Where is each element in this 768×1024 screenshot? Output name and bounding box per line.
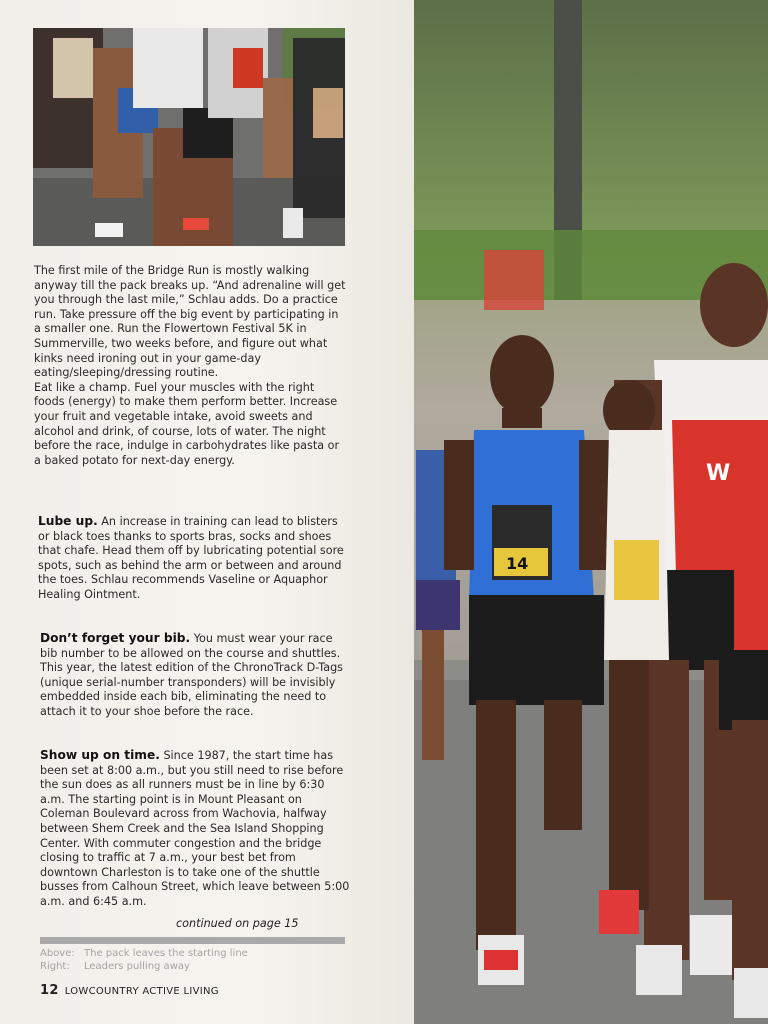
lube-section: [38, 514, 350, 603]
intro-paragraph: The first mile of the Bridge Run is mostly walking anyway till the pack breaks up. “And adrenaline will get you through the last mile,” Schlau adds. Do a practice run. Take pressure off the big event by participating in a smaller one. Run the Flowertown Festival 5K in Summerville, two weeks before, and figure out what kinks need ironing out in your game-day eating/sleeping/dressing routine.: [34, 264, 346, 380]
bib-text: You must wear your race bib number to be allowed on the course and shuttles. This year, the latest edition of the ChronoTrack D-Tags (unique serial-number transponders) will be invisibly embedded inside each bib, eliminating the need to attach it to your shoe before the race.: [40, 632, 343, 718]
time-section: [40, 748, 352, 910]
bib-number: 14: [506, 554, 529, 573]
lube-text: An increase in training can lead to blisters or black toes thanks to sports bras, socks and shoes that chafe. Head them off by lubricating potential sore spots, such as behind the arm or between and around the toes. Schlau recommends Vaseline or Aquaphor Healing Ointment.: [38, 515, 344, 601]
time-text: Since 1987, the start time has been set at 8:00 a.m., but you still need to rise before the sun does as all runners must be in line by 6:30 a.m. The starting point is in Mount Pleasant on Coleman Boulevard across from Wachovia, halfway between Shem Creek and the Sea Island Shopping Center. With commuter congestion and the bridge closing to traffic at 7 a.m., your best bet from downtown Charleston is to take one of the shuttle busses from Calhoun Street, which leave between 5:00 a.m. and 6:45 a.m.: [40, 749, 350, 908]
svg-text:W: W: [706, 461, 731, 486]
caption-rule: [40, 937, 345, 944]
caption-right-label: Right:: [40, 961, 70, 972]
caption-above-label: Above:: [40, 948, 75, 959]
photo-captions: [40, 947, 248, 973]
lube-heading: Lube up.: [38, 514, 98, 528]
caption-above-text: The pack leaves the starting line: [84, 948, 248, 959]
leaders-photo: [414, 0, 768, 1024]
time-heading: Show up on time.: [40, 748, 160, 762]
bib-section: [40, 631, 352, 720]
starting-line-photo: [33, 28, 345, 246]
continued-note: continued on page 15: [176, 917, 299, 930]
caption-right-text: Leaders pulling away: [84, 961, 190, 972]
page-number: 12: [40, 983, 59, 998]
magazine-name: LOWCOUNTRY ACTIVE LIVING: [64, 986, 219, 997]
bib-heading: Don’t forget your bib.: [40, 631, 191, 645]
page-footer: [40, 983, 219, 998]
article-intro: [34, 264, 346, 468]
eat-paragraph: Eat like a champ. Fuel your muscles with the right foods (energy) to make them perform better. Increase your fruit and vegetable intake, avoid sweets and alcohol and drink, of course, lots of water. The night before the race, indulge in carbohydrates like pasta or a baked potato for next-day energy.: [34, 380, 340, 467]
